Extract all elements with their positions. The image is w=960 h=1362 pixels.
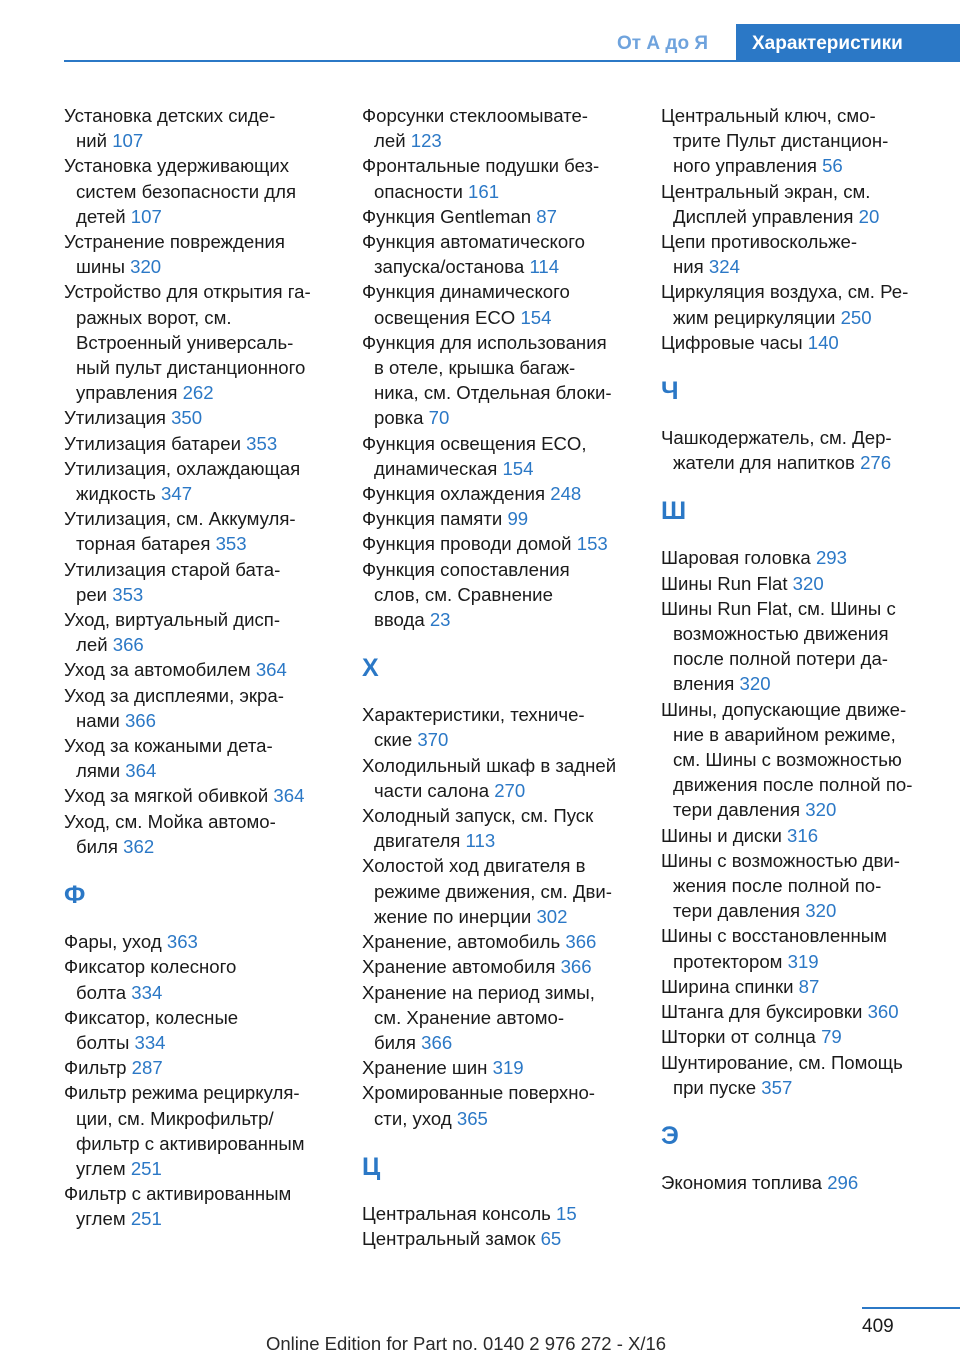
index-entry-text: реи xyxy=(76,583,108,605)
index-entry-text: жим рециркуляции xyxy=(673,306,836,328)
index-entry xyxy=(64,809,346,859)
index-entry xyxy=(64,929,346,954)
index-entry-text: Шины Run Flat xyxy=(661,572,788,594)
index-entry xyxy=(64,954,346,1004)
index-entry xyxy=(64,607,346,657)
index-entry-text: биля xyxy=(76,835,118,857)
index-entry-text: Холодный запуск, см. Пуск xyxy=(362,805,594,827)
index-entry xyxy=(661,697,943,823)
page-link[interactable]: 320 xyxy=(805,900,837,922)
index-column-3 xyxy=(661,103,943,1195)
index-entry xyxy=(362,1055,644,1080)
page-link[interactable]: 23 xyxy=(429,609,451,631)
page-link[interactable]: 324 xyxy=(708,256,740,278)
index-entry-text: Установка детских сиде- xyxy=(64,105,276,126)
index-entry-text: Дисплей управления xyxy=(673,205,854,227)
page-link[interactable]: 365 xyxy=(456,1107,488,1129)
index-entry xyxy=(661,596,943,697)
page-link[interactable]: 270 xyxy=(494,779,526,801)
index-entry xyxy=(362,980,644,1056)
index-entry-text: ный пульт дистанционного xyxy=(76,357,306,379)
page-link[interactable]: 370 xyxy=(417,729,449,751)
page-link[interactable]: 353 xyxy=(112,583,144,605)
index-entry-text: Устранение повреждения xyxy=(64,231,285,253)
index-entry xyxy=(64,783,346,808)
index-entry-text: Шаровая головка xyxy=(661,547,811,569)
index-entry-text: Утилизация старой бата- xyxy=(64,558,281,580)
index-entry-text: слов, см. Сравнение xyxy=(374,583,553,605)
index-entry-text: лей xyxy=(76,634,108,656)
index-entry xyxy=(64,456,346,506)
index-entry xyxy=(661,848,943,924)
index-entry-text: Цифровые часы xyxy=(661,331,803,353)
index-entry-text: Утилизация, см. Аккумуля- xyxy=(64,508,296,530)
index-entry-text: Уход за автомобилем xyxy=(64,659,251,681)
index-entry-text: Шины с восстановленным xyxy=(661,925,887,947)
index-entry xyxy=(64,1181,346,1231)
index-entry-text: Функция охлаждения xyxy=(362,483,546,505)
page-link[interactable]: 107 xyxy=(130,205,162,227)
index-entry-text: части салона xyxy=(374,779,490,801)
index-entry xyxy=(64,506,346,556)
page-link[interactable]: 287 xyxy=(131,1057,163,1079)
index-entry-text: ции, см. Микрофильтр/ xyxy=(76,1107,274,1129)
page-link[interactable]: 319 xyxy=(492,1057,524,1079)
page-link[interactable]: 362 xyxy=(123,835,155,857)
index-entry-text: Характеристики, техниче- xyxy=(362,704,585,726)
index-entry-text: Хранение на период зимы, xyxy=(362,981,595,1003)
page-link[interactable]: 350 xyxy=(171,407,203,429)
index-entry-text: Фильтр xyxy=(64,1057,127,1079)
index-entry-text: Функция памяти xyxy=(362,508,503,530)
index-entry-text: жения после полной по- xyxy=(673,875,882,897)
index-entry-text: освещения ECO xyxy=(374,306,516,328)
index-entry-text: Чашкодержатель, см. Дер- xyxy=(661,427,892,449)
index-entry-text: вления xyxy=(673,673,735,695)
page-link[interactable]: 161 xyxy=(468,180,500,202)
index-entry xyxy=(661,179,943,229)
page-link[interactable]: 293 xyxy=(815,547,847,569)
page-link[interactable]: 153 xyxy=(576,533,608,555)
index-entry xyxy=(661,974,943,999)
page-link[interactable]: 87 xyxy=(536,205,557,227)
index-entry xyxy=(362,153,644,203)
index-letter-heading: Ф xyxy=(64,881,86,910)
index-entry-text: ражных ворот, см. xyxy=(76,306,232,328)
index-entry-text: Шины и диски xyxy=(661,824,782,846)
page-link[interactable]: 113 xyxy=(465,830,496,852)
index-letter-heading: Ц xyxy=(362,1152,381,1181)
index-entry-text: нами xyxy=(76,709,120,731)
footer-rule xyxy=(862,1307,960,1309)
index-entry-text: Устройство для открытия га- xyxy=(64,281,311,303)
index-entry-text: тери давления xyxy=(673,900,801,922)
index-entry-text: Шины Run Flat, см. Шины с xyxy=(661,597,896,619)
index-entry xyxy=(362,103,644,153)
page-link[interactable]: 357 xyxy=(761,1076,793,1098)
index-entry xyxy=(64,1080,346,1181)
index-entry xyxy=(362,1201,644,1226)
index-letter-heading: Х xyxy=(362,654,379,683)
index-entry xyxy=(661,823,943,848)
index-entry-text: систем безопасности для xyxy=(76,180,297,202)
index-column-1 xyxy=(64,103,346,1232)
page-link[interactable]: 15 xyxy=(556,1202,577,1224)
index-entry-text: углем xyxy=(76,1157,126,1179)
index-entry-text: Функция освещения ECO, xyxy=(362,432,587,454)
index-entry-text: жатели для напитков xyxy=(673,452,855,474)
index-entry-text: см. Шины с возможностью xyxy=(673,749,902,771)
page-link[interactable]: 320 xyxy=(739,673,771,695)
page-link[interactable]: 360 xyxy=(867,1001,899,1023)
index-entry xyxy=(661,229,943,279)
index-entry-text: фильтр с активированным xyxy=(76,1132,305,1154)
index-entry xyxy=(362,531,644,556)
index-entry xyxy=(362,702,644,752)
index-entry xyxy=(64,557,346,607)
index-entry-text: опасности xyxy=(374,180,463,202)
page-link[interactable]: 262 xyxy=(182,382,214,404)
index-entry xyxy=(362,753,644,803)
page-link[interactable]: 123 xyxy=(410,130,442,152)
index-entry-text: Уход за кожаными дета- xyxy=(64,735,273,757)
index-entry-text: двигателя xyxy=(374,830,461,852)
page-link[interactable]: 114 xyxy=(529,256,560,278)
index-entry-text: ввода xyxy=(374,609,425,631)
index-entry-text: Функция автоматического xyxy=(362,231,585,253)
index-entry-text: Шины с возможностью дви- xyxy=(661,849,900,871)
index-entry xyxy=(661,279,943,329)
breadcrumb[interactable]: От А до Я xyxy=(617,33,708,54)
index-entry xyxy=(362,506,644,531)
page-link[interactable]: 366 xyxy=(124,709,156,731)
index-entry-text: Циркуляция воздуха, см. Ре- xyxy=(661,281,909,303)
index-entry-text: ние в аварийном режиме, xyxy=(673,723,896,745)
index-entry xyxy=(362,1080,644,1130)
index-entry xyxy=(661,545,943,570)
page-link[interactable]: 87 xyxy=(798,975,820,997)
index-entry-text: ские xyxy=(374,729,413,751)
page-link[interactable]: 248 xyxy=(550,483,582,505)
index-entry xyxy=(362,330,644,431)
index-entry-text: Утилизация, охлаждающая xyxy=(64,457,301,479)
index-entry xyxy=(64,229,346,279)
index-entry xyxy=(362,1226,644,1251)
page-link[interactable]: 319 xyxy=(787,950,819,972)
page-link[interactable]: 251 xyxy=(130,1157,162,1179)
index-entry-text: торная батарея xyxy=(76,533,211,555)
index-entry-text: протектором xyxy=(673,950,783,972)
index-entry-text: Утилизация батареи xyxy=(64,432,241,454)
index-entry-text: Фронтальные подушки без- xyxy=(362,155,600,177)
index-entry-text: ровка xyxy=(374,407,424,429)
index-entry-text: Уход, см. Мойка автомо- xyxy=(64,810,276,832)
index-entry-text: см. Хранение автомо- xyxy=(374,1006,565,1028)
index-entry-text: Шины, допускающие движе- xyxy=(661,698,907,720)
index-entry xyxy=(661,571,943,596)
index-entry-text: Уход за дисплеями, экра- xyxy=(64,684,284,706)
page-link[interactable]: 154 xyxy=(520,306,552,328)
index-letter-heading: Э xyxy=(661,1121,679,1150)
index-entry-text: лей xyxy=(374,130,406,152)
page-link[interactable]: 296 xyxy=(827,1171,859,1193)
page-link[interactable]: 353 xyxy=(215,533,247,555)
index-entry xyxy=(362,954,644,979)
index-entry-text: Цепи противоскольже- xyxy=(661,231,858,253)
page-link[interactable]: 20 xyxy=(858,205,880,227)
index-entry-text: Фары, уход xyxy=(64,931,162,953)
index-entry-text: Фиксатор, колесные xyxy=(64,1006,239,1028)
index-entry-text: Шунтирование, см. Помощь xyxy=(661,1051,903,1073)
page-link[interactable]: 334 xyxy=(134,1031,166,1053)
index-entry xyxy=(64,657,346,682)
index-entry xyxy=(362,481,644,506)
page-link[interactable]: 366 xyxy=(112,634,144,656)
index-entry-text: Функция проводи домой xyxy=(362,533,572,555)
index-entry xyxy=(661,1024,943,1049)
index-entry-text: ния xyxy=(673,256,704,278)
index-entry-text: болты xyxy=(76,1031,130,1053)
index-entry xyxy=(64,1005,346,1055)
index-entry-text: ний xyxy=(76,130,108,152)
index-entry-text: углем xyxy=(76,1208,126,1230)
index-entry xyxy=(64,431,346,456)
index-entry-text: Хромированные поверхно- xyxy=(362,1082,596,1104)
index-entry xyxy=(661,1170,943,1195)
page-link[interactable]: 79 xyxy=(821,1026,842,1048)
index-letter-heading: Ч xyxy=(661,377,679,406)
page-link[interactable]: 366 xyxy=(565,931,597,953)
page-link[interactable]: 65 xyxy=(540,1227,562,1249)
index-entry-text: Функция Gentleman xyxy=(362,205,532,227)
index-entry-text: Фильтр режима рециркуля- xyxy=(64,1082,300,1104)
index-entry-text: Хранение, автомобиль xyxy=(362,931,561,953)
index-entry-text: Встроенный универсаль- xyxy=(76,331,294,353)
index-entry-text: Центральный ключ, смо- xyxy=(661,105,876,126)
index-entry xyxy=(362,929,644,954)
index-entry xyxy=(362,279,644,329)
index-entry-text: Центральный экран, см. xyxy=(661,180,871,202)
index-entry xyxy=(64,1055,346,1080)
index-entry xyxy=(64,683,346,733)
index-entry-text: в отеле, крышка багаж- xyxy=(374,357,576,379)
index-entry xyxy=(64,153,346,229)
page-link[interactable]: 364 xyxy=(273,785,305,807)
index-entry xyxy=(64,279,346,405)
page-link[interactable]: 366 xyxy=(560,956,592,978)
index-entry-text: движения после полной по- xyxy=(673,774,913,796)
index-entry-text: Установка удерживающих xyxy=(64,155,290,177)
page-link[interactable]: 320 xyxy=(805,799,837,821)
index-entry-text: детей xyxy=(76,205,126,227)
page-link[interactable]: 320 xyxy=(130,256,162,278)
index-entry-text: ника, см. Отдельная блоки- xyxy=(374,382,612,404)
page-link[interactable]: 70 xyxy=(428,407,450,429)
page-link[interactable]: 276 xyxy=(860,452,892,474)
page-link[interactable]: 251 xyxy=(130,1208,162,1230)
index-entry-text: при пуске xyxy=(673,1076,757,1098)
index-entry xyxy=(661,1050,943,1100)
index-entry xyxy=(661,999,943,1024)
index-column-2 xyxy=(362,103,644,1251)
index-entry xyxy=(661,923,943,973)
index-entry-text: лями xyxy=(76,760,121,782)
index-entry-text: Хранение автомобиля xyxy=(362,956,556,978)
index-entry-text: Центральная консоль xyxy=(362,1202,551,1224)
index-entry xyxy=(362,229,644,279)
page-link[interactable]: 316 xyxy=(787,824,819,846)
index-entry-text: запуска/останова xyxy=(374,256,525,278)
index-entry-text: после полной потери да- xyxy=(673,648,888,670)
index-entry xyxy=(362,204,644,229)
index-letter-heading: Ш xyxy=(661,497,687,526)
index-entry-text: ного управления xyxy=(673,155,817,177)
index-entry xyxy=(64,733,346,783)
page-link[interactable]: 302 xyxy=(536,905,568,927)
index-entry-text: Холодильный шкаф в задней xyxy=(362,754,617,776)
index-entry-text: Фильтр с активированным xyxy=(64,1183,292,1205)
index-entry xyxy=(362,853,644,929)
page-link[interactable]: 56 xyxy=(822,155,843,177)
index-entry-text: жидкость xyxy=(76,483,156,505)
index-entry xyxy=(661,425,943,475)
index-entry-text: жение по инерции xyxy=(374,905,532,927)
index-entry-text: Уход, виртуальный дисп- xyxy=(64,609,281,631)
page-link[interactable]: 363 xyxy=(166,931,198,953)
page-link[interactable]: 320 xyxy=(792,572,824,594)
page-link[interactable]: 140 xyxy=(807,331,839,353)
page-link[interactable]: 334 xyxy=(131,981,163,1003)
page-link[interactable]: 364 xyxy=(255,659,287,681)
page-link[interactable]: 347 xyxy=(161,483,193,505)
index-entry-text: биля xyxy=(374,1031,416,1053)
index-entry-text: Уход за мягкой обивкой xyxy=(64,785,269,807)
index-entry-text: режиме движения, см. Дви- xyxy=(374,880,612,902)
section-tab[interactable]: Характеристики xyxy=(736,24,960,62)
index-entry-text: сти, уход xyxy=(374,1107,452,1129)
index-entry xyxy=(661,103,943,179)
index-entry-text: Функция динамического xyxy=(362,281,570,303)
edition-note: Online Edition for Part no. 0140 2 976 272 - X/16 xyxy=(266,1333,667,1354)
index-entry-text: Форсунки стеклоомывате- xyxy=(362,105,588,126)
index-entry xyxy=(64,405,346,430)
page-link[interactable]: 353 xyxy=(246,432,278,454)
index-entry-text: трите Пульт дистанцион- xyxy=(673,130,889,152)
index-entry-text: шины xyxy=(76,256,125,278)
index-entry-text: Холостой ход двигателя в xyxy=(362,855,586,877)
index-entry-text: Шторки от солнца xyxy=(661,1026,816,1048)
index-entry-text: Функция сопоставления xyxy=(362,558,570,580)
index-entry-text: Штанга для буксировки xyxy=(661,1001,863,1023)
index-entry xyxy=(661,330,943,355)
index-entry-text: тери давления xyxy=(673,799,801,821)
index-entry-text: Утилизация xyxy=(64,407,166,429)
index-entry-text: Хранение шин xyxy=(362,1057,488,1079)
page-number: 409 xyxy=(862,1316,894,1337)
index-entry xyxy=(64,103,346,153)
index-entry-text: возможностью движения xyxy=(673,623,889,645)
page-link[interactable]: 107 xyxy=(112,130,144,152)
page-link[interactable]: 250 xyxy=(840,306,872,328)
index-entry xyxy=(362,557,644,633)
index-entry-text: Функция для использования xyxy=(362,331,607,353)
index-entry-text: Экономия топлива xyxy=(661,1171,823,1193)
index-entry-text: болта xyxy=(76,981,127,1003)
index-entry-text: управления xyxy=(76,382,178,404)
page-link[interactable]: 99 xyxy=(507,508,529,530)
index-entry-text: динамическая xyxy=(374,457,498,479)
page-link[interactable]: 364 xyxy=(125,760,157,782)
index-entry-text: Ширина спинки xyxy=(661,975,794,997)
page-link[interactable]: 366 xyxy=(421,1031,453,1053)
index-entry-text: Фиксатор колесного xyxy=(64,956,237,978)
index-entry-text: Центральный замок xyxy=(362,1227,536,1249)
index-entry xyxy=(362,803,644,853)
index-entry xyxy=(362,431,644,481)
page-link[interactable]: 154 xyxy=(502,457,534,479)
